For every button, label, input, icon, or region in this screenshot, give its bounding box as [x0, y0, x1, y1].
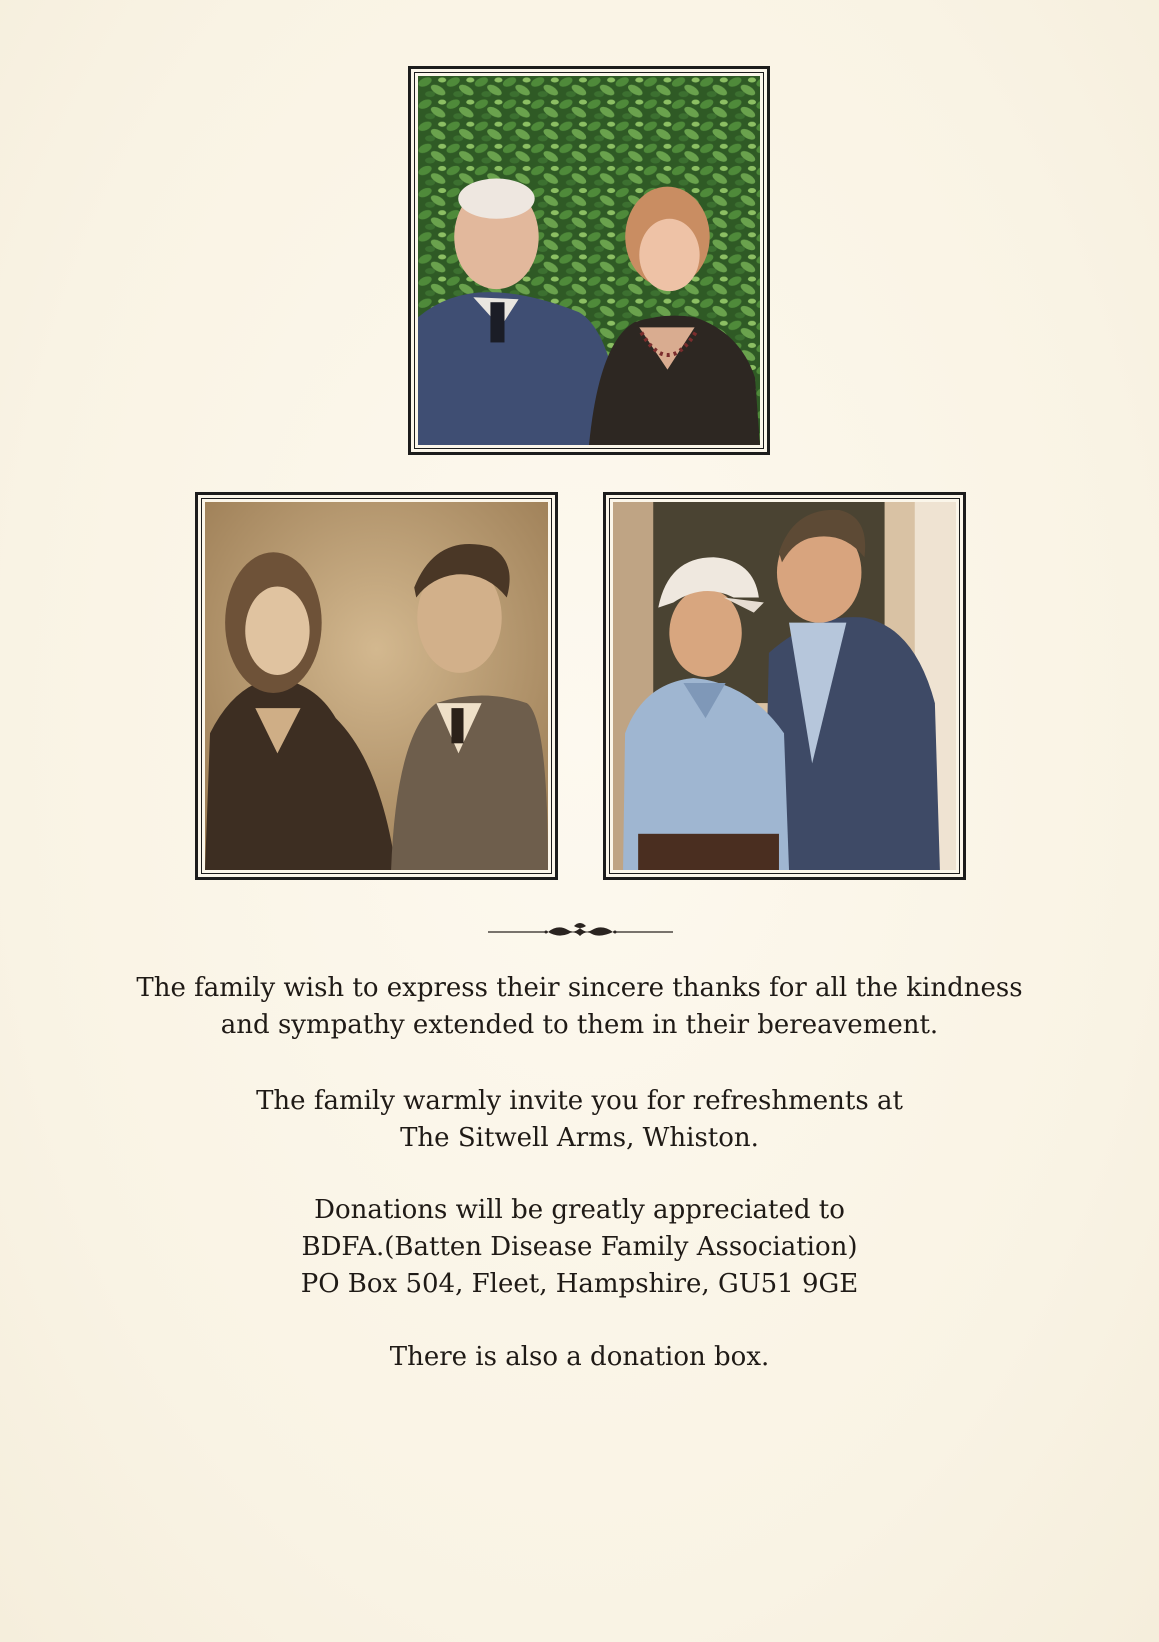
donation-box-line: There is also a donation box. — [389, 1342, 770, 1372]
refreshments-line-1: The family warmly invite you for refreshments at — [256, 1086, 903, 1116]
scroll-divider-icon — [488, 918, 673, 946]
photo-couple-outdoors — [418, 76, 760, 445]
donations-line-1: Donations will be greatly appreciated to — [314, 1195, 845, 1225]
donations-line-2: BDFA.(Batten Disease Family Association) — [301, 1232, 858, 1262]
refreshments-line-2: The Sitwell Arms, Whiston. — [400, 1123, 759, 1153]
photo-frame-left — [195, 492, 558, 880]
donations-paragraph — [100, 1192, 1059, 1303]
photo-sepia-couple-portrait — [205, 502, 548, 870]
thanks-line-1: The family wish to express their sincere thanks for all the kindness — [136, 973, 1023, 1003]
donation-box-paragraph — [100, 1339, 1059, 1376]
thanks-paragraph — [100, 970, 1059, 1044]
donations-line-3: PO Box 504, Fleet, Hampshire, GU51 9GE — [300, 1269, 859, 1299]
photo-frame-right — [603, 492, 966, 880]
thanks-line-2: and sympathy extended to them in their bereavement. — [220, 1010, 939, 1040]
refreshments-paragraph — [100, 1083, 1059, 1157]
photo-frame-top — [408, 66, 770, 455]
photo-man-and-boy-in-cap — [613, 502, 956, 870]
